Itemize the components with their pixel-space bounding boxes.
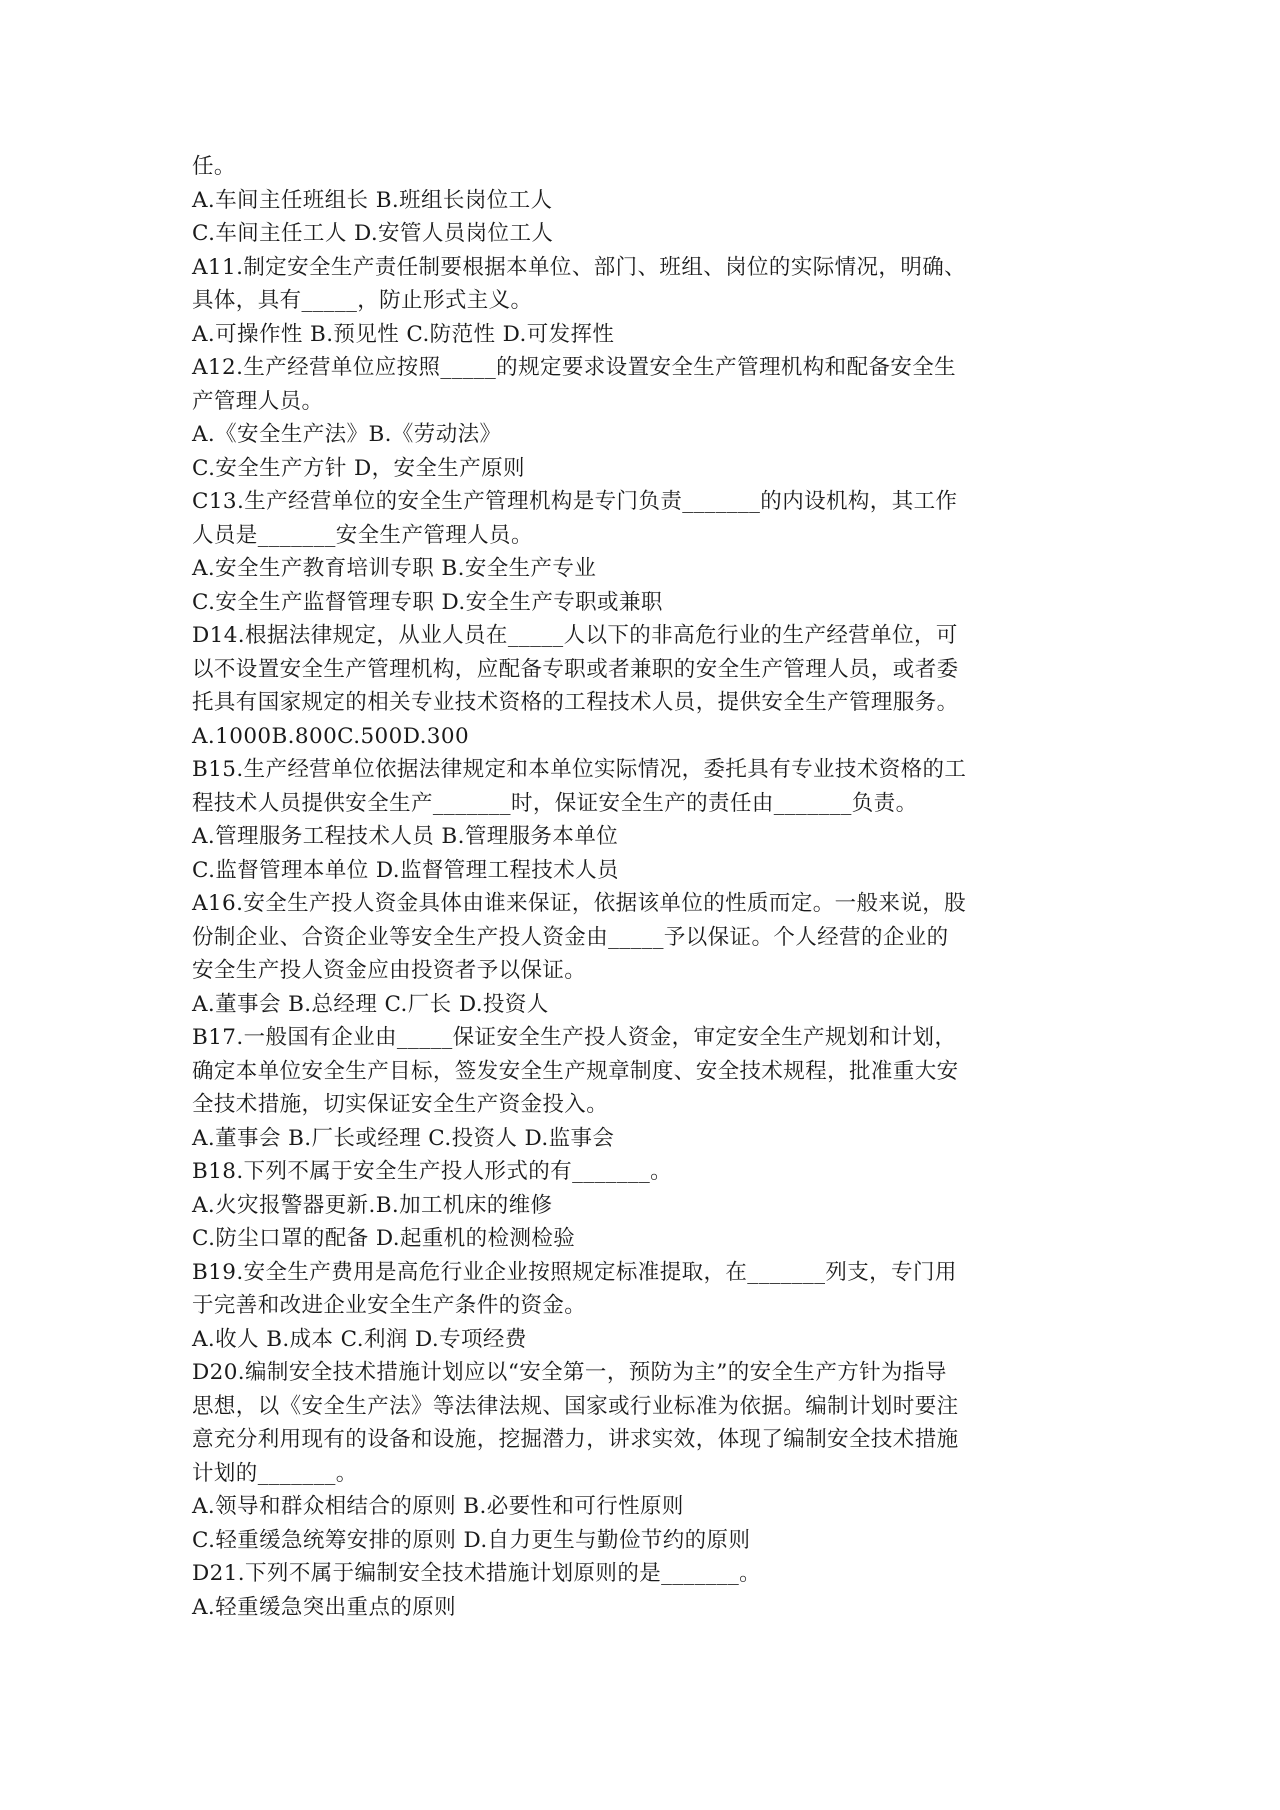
text-line: A.火灾报警器更新.B.加工机床的维修 — [192, 1192, 553, 1218]
text-line: B15.生产经营单位依据法律规定和本单位实际情况，委托具有专业技术资格的工 — [192, 757, 967, 782]
text-line: A.车间主任班组长 B.班组长岗位工人 — [192, 187, 553, 213]
text-line: 任。 — [192, 154, 236, 179]
text-line: 人员是_______安全生产管理人员。 — [192, 522, 533, 548]
text-line: B19.安全生产费用是高危行业企业按照规定标准提取，在_______列支，专门用 — [192, 1259, 957, 1285]
text-line: B18.下列不属于安全生产投人形式的有_______。 — [192, 1159, 673, 1184]
text-line: C.安全生产方针 D，安全生产原则 — [192, 455, 525, 481]
text-line: C.安全生产监督管理专职 D.安全生产专职或兼职 — [192, 589, 663, 615]
text-line: A.轻重缓急突出重点的原则 — [192, 1594, 457, 1620]
text-line: A.领导和群众相结合的原则 B.必要性和可行性原则 — [192, 1494, 684, 1519]
text-line: 思想，以《安全生产法》等法律法规、国家或行业标准为依据。编制计划时要注 — [192, 1393, 959, 1419]
text-line: 全技术措施，切实保证安全生产资金投入。 — [192, 1092, 609, 1117]
text-line: C.轻重缓急统筹安排的原则 D.自力更生与勤俭节约的原则 — [192, 1527, 751, 1553]
text-line: 托具有国家规定的相关专业技术资格的工程技术人员，提供安全生产管理服务。 — [192, 690, 959, 715]
text-line: A.安全生产教育培训专职 B.安全生产专业 — [192, 556, 597, 581]
text-line: 以不设置安全生产管理机构，应配备专职或者兼职的安全生产管理人员，或者委 — [192, 656, 959, 682]
text-line: D21.下列不属于编制安全技术措施计划原则的是_______。 — [192, 1561, 762, 1586]
text-line: D14.根据法律规定，从业人员在_____人以下的非高危行业的生产经营单位，可 — [192, 623, 958, 648]
text-line: A.董事会 B.总经理 C.厂长 D.投资人 — [192, 991, 549, 1017]
text-line: A.董事会 B.厂长或经理 C.投资人 D.监事会 — [192, 1125, 615, 1151]
text-line: 确定本单位安全生产目标，签发安全生产规章制度、安全技术规程，批准重大安 — [192, 1058, 959, 1084]
text-line: A.收人 B.成本 C.利润 D.专项经费 — [192, 1326, 527, 1352]
text-line: A12.生产经营单位应按照_____的规定要求设置安全生产管理机构和配备安全生 — [192, 355, 957, 380]
text-line: D20.编制安全技术措施计划应以“安全第一，预防为主”的安全生产方针为指导 — [192, 1360, 947, 1385]
text-line: 意充分利用现有的设备和设施，挖掘潜力，讲求实效，体现了编制安全技术措施 — [192, 1427, 959, 1452]
text-line: 份制企业、合资企业等安全生产投人资金由_____予以保证。个人经营的企业的 — [192, 924, 949, 950]
text-line: 程技术人员提供安全生产_______时，保证安全生产的责任由_______负责。 — [192, 790, 918, 816]
text-line: A.可操作性 B.预见性 C.防范性 D.可发挥性 — [192, 321, 615, 347]
text-line: 具体，具有_____，防止形式主义。 — [192, 288, 533, 313]
document-page — [192, 150, 1092, 1624]
text-line: C.车间主任工人 D.安管人员岗位工人 — [192, 221, 554, 246]
text-line: 产管理人员。 — [192, 388, 324, 414]
text-line: 于完善和改进企业安全生产条件的资金。 — [192, 1293, 587, 1318]
text-line: 计划的_______。 — [192, 1460, 358, 1486]
text-line: A11.制定安全生产责任制要根据本单位、部门、班组、岗位的实际情况，明确、 — [192, 254, 967, 280]
text-line: C.监督管理本单位 D.监督管理工程技术人员 — [192, 857, 619, 883]
text-line: C13.生产经营单位的安全生产管理机构是专门负责_______的内设机构，其工作 — [192, 489, 958, 514]
text-line: C.防尘口罩的配备 D.起重机的检测检验 — [192, 1226, 576, 1251]
text-line: A.管理服务工程技术人员 B.管理服务本单位 — [192, 824, 619, 849]
text-line: A.1000B.800C.500D.300 — [192, 723, 470, 749]
text-line: A.《安全生产法》B.《劳动法》 — [192, 422, 502, 447]
text-line: B17.一般国有企业由_____保证安全生产投人资金，审定安全生产规划和计划， — [192, 1025, 957, 1050]
text-line: A16.安全生产投人资金具体由谁来保证，依据该单位的性质而定。一般来说，股 — [192, 891, 967, 916]
text-line: 安全生产投人资金应由投资者予以保证。 — [192, 958, 587, 983]
